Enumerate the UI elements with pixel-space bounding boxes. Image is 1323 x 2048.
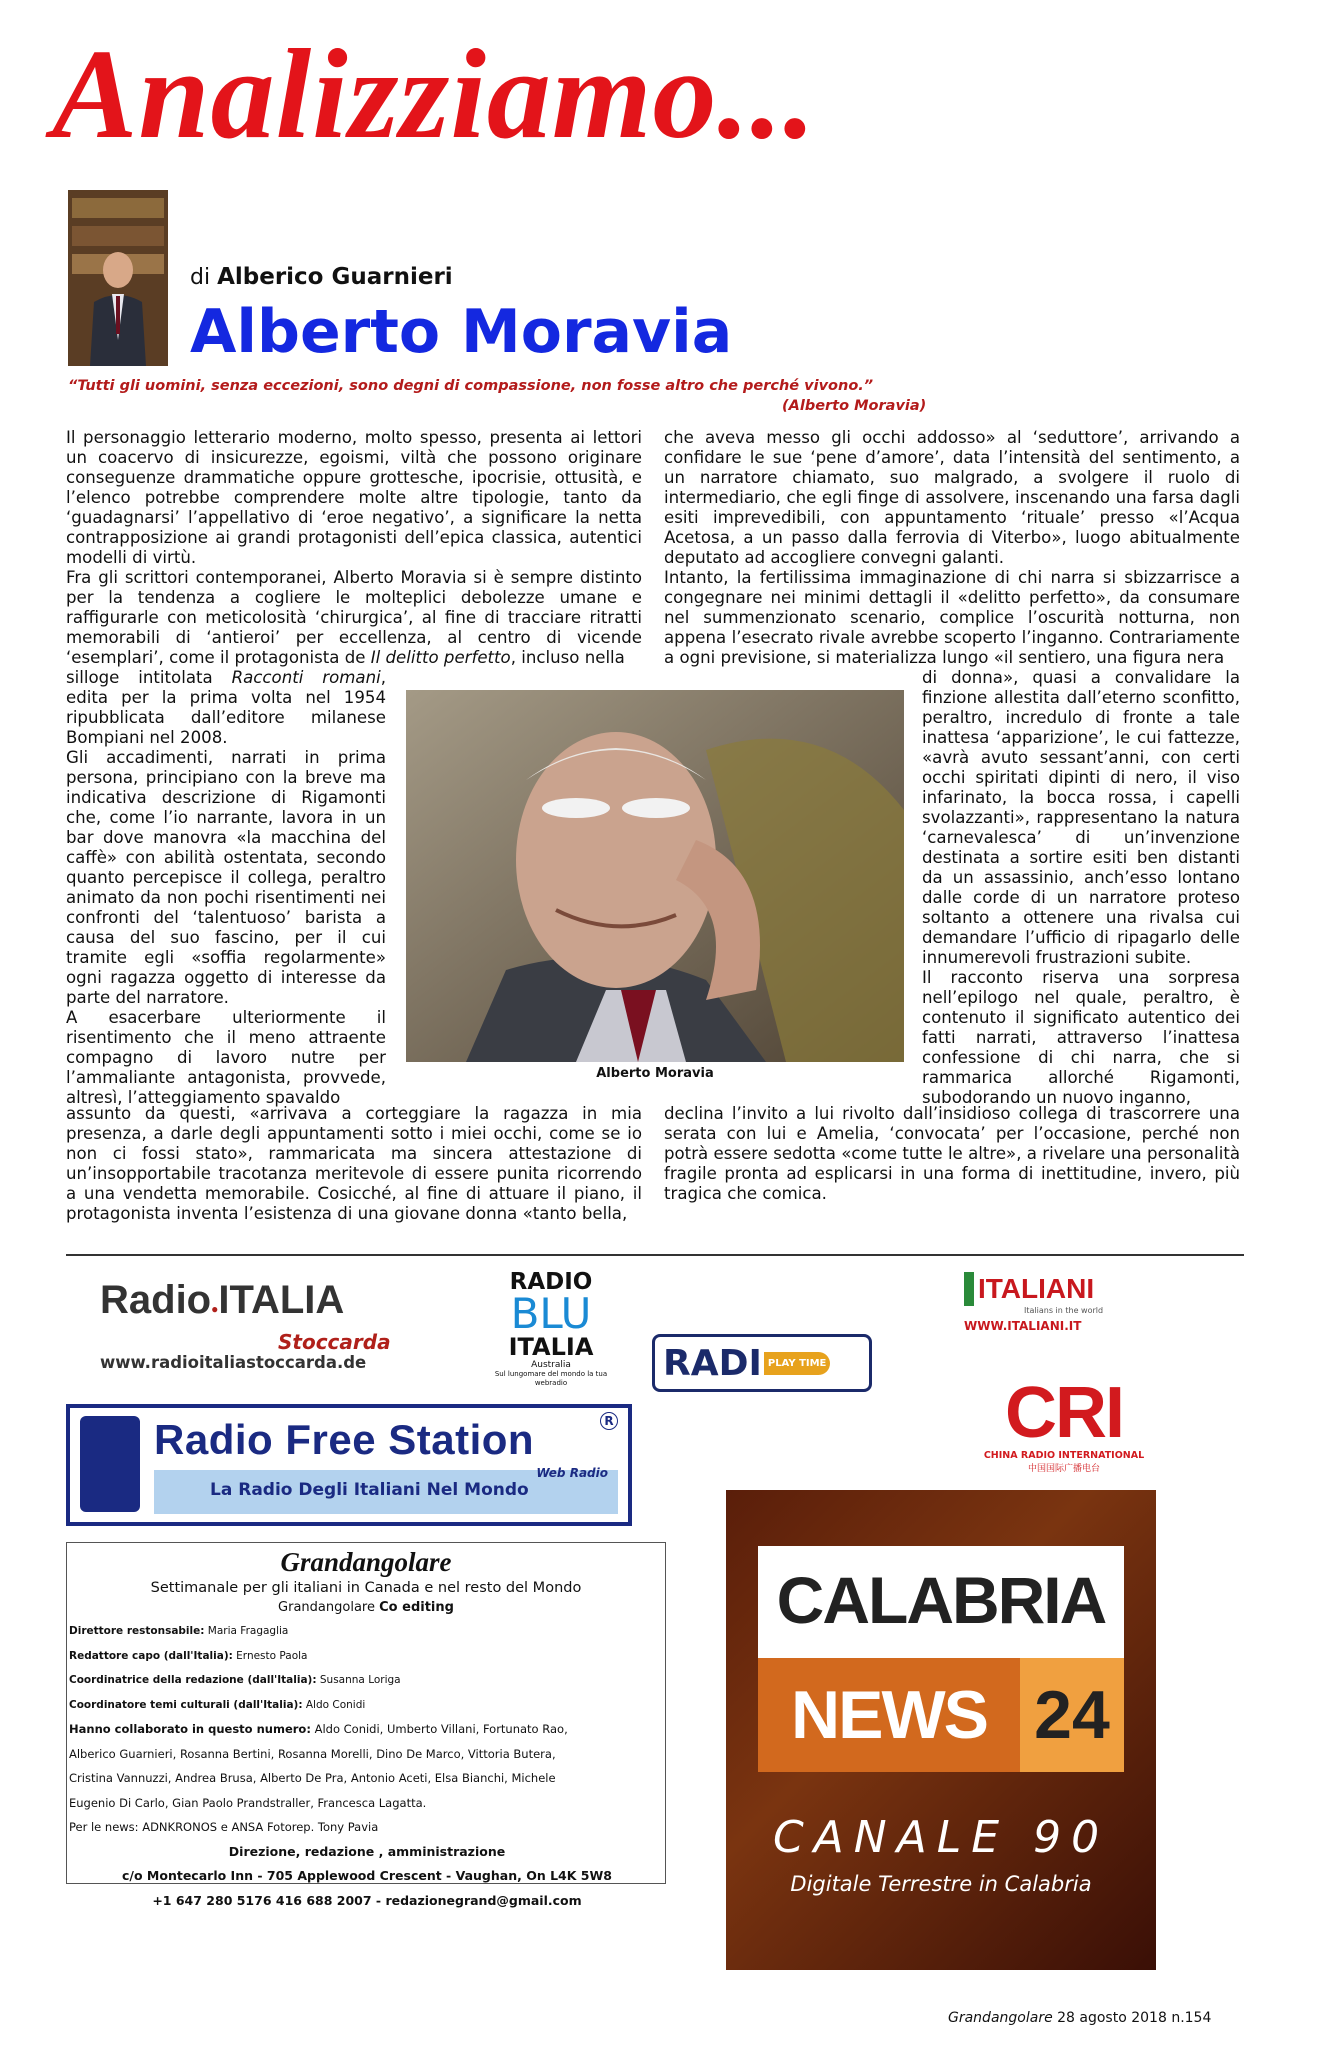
logo-text: CALABRIA xyxy=(776,1563,1106,1637)
logo-text: ITALIANI xyxy=(978,1273,1095,1304)
logo-text: CANALE 90 xyxy=(772,1812,1110,1863)
colophon-address: Direzione, redazione , amministrazione xyxy=(228,1843,506,1859)
logo-text: Radio xyxy=(100,1278,212,1322)
logo-text: Stoccarda xyxy=(278,1330,391,1354)
colophon-collab: Cristina Vannuzzi, Andrea Brusa, Alberto De Pra, Antonio Aceti, Elsa Bianchi, Michele xyxy=(69,1771,556,1785)
colophon-contact: +1 647 280 5176 416 688 2007 - redazionegrand@gmail.com xyxy=(152,1892,582,1908)
logo-text: ITALIA xyxy=(508,1333,594,1361)
column-1-top xyxy=(66,428,642,668)
logo-text: CRI xyxy=(1005,1373,1123,1453)
footer-date: 28 agosto 2018 n.154 xyxy=(1057,2010,1212,2026)
radio-blu-italia-logo[interactable] xyxy=(486,1270,616,1388)
logo-url: WWW.ITALIANI.IT xyxy=(964,1319,1082,1333)
paragraph: silloge intitolata Racconti romani, edita per la prima volta nel 1954 ripubblicata dall’editore milanese Bompiani nel 2008. xyxy=(66,668,386,747)
colophon-row: Direttore restonsabile: Maria Fragaglia xyxy=(69,1625,289,1637)
logo-text: NEWS xyxy=(791,1677,987,1753)
radio-italia-stoccarda-logo[interactable]: Radio●ITALIA Stoccarda www.radioitaliastoccarda.de xyxy=(100,1278,430,1378)
logo-text: CHINA RADIO INTERNATIONAL xyxy=(983,1450,1145,1461)
article-title: Alberto Moravia xyxy=(190,297,733,367)
paragraph: di donna», quasi a convalidare la finzione allestita dall’eterno sconfitto, peraltro, incredulo di fronte a tale inattesa ‘apparizione’, le cui fattezze, «avrà avuto sessant’anni, con certi occhi spiritati dipinti di nero, il viso infarinato, la bocca rossa, i capelli svolazzanti», rappresentano la natura ‘carnevalesca’ di un’invenzione destinata a sortire esiti ben distanti da un assassinio, anch’esso lontano dalle corde di un narratore proteso soltanto a ottenere una rivalsa cui demandare l’ufficio di ripagarlo delle innumerevoli frustrazioni subite. xyxy=(922,668,1240,967)
logo-text: Australia xyxy=(531,1360,571,1370)
paragraph: assunto da questi, «arrivava a corteggiare la ragazza in mia presenza, a darle degli appuntamenti sotto i miei occhi, come se io non ci fossi stato», rammaricata ma sincera attestazione di un’insopportabile tracotanza meritevole di essere punita ricorrendo a una vendetta memorabile. Cosicché, al fine di attuare il piano, il protagonista inventa l’esistenza di una giovane donna «tanto bella, xyxy=(66,1104,642,1223)
byline-prefix: di xyxy=(190,265,211,290)
colophon-coediting: Grandangolare Co editing xyxy=(278,1600,454,1615)
moravia-photo xyxy=(406,690,904,1062)
book-title: Racconti romani xyxy=(231,668,381,687)
paragraph: che aveva messo gli occhi addosso» al ‘seduttore’, arrivando a confidare le sue ‘pene d’amore’, data l’intensità del sentimento, a un narratore chiamato, suo malgrado, a svolgere il ruolo di intermediario, che egli finge di assolvere, inscenando una farsa dagli esiti imprevedibili, con appuntamento ‘rituale’ presso «l’Acqua Acetosa, a un passo dalla ferrovia di Viterbo», luogo abitualmente deputato ad accogliere convegni galanti. xyxy=(664,428,1240,567)
page-footer xyxy=(948,2010,1211,2026)
paragraph: Gli accadimenti, narrati in prima persona, principiano con la breve ma indicativa descrizione di Rigamonti che, come l’io narrante, lavora in un bar dove manovra «la macchina del caffè» con abilità ostentata, secondo quanto percepisce il collega, peraltro animato da non pochi risentimenti nei confronti del ‘talentuoso’ barista a causa del suo fascino, per il cui tramite egli «soffia regolarmente» ogni ragazza oggetto di interesse da parte del narratore. xyxy=(66,748,386,1007)
paragraph: Il personaggio letterario moderno, molto spesso, presenta ai lettori un coacervo di insicurezze, egoismi, viltà che possono originare conseguenze drammatiche oppure grottesche, ipocrisie, ottusità, e l’elenco potrebbe comprendere molte altre tipologie, tanto da ‘guadagnarsi’ l’appellativo di ‘eroe negativo’, a significare la netta contrapposizione ai grandi protagonisti dell’epica classica, autentici modelli di virtù. xyxy=(66,428,642,567)
byline xyxy=(190,264,453,290)
logo-text: RADIO xyxy=(509,1269,593,1295)
column-2-narrow xyxy=(922,668,1240,1108)
logo-text: RADI xyxy=(663,1342,762,1384)
colophon xyxy=(66,1542,666,1908)
byline-author: Alberico Guarnieri xyxy=(217,264,453,290)
logo-url: www.radioitaliastoccarda.de xyxy=(100,1353,367,1372)
italiani-it-logo[interactable] xyxy=(964,1272,1104,1348)
colophon-row: Coordinatore temi culturali (dall'Italia): Aldo Conidi xyxy=(69,1698,366,1711)
paragraph: Fra gli scrittori contemporanei, Alberto Moravia si è sempre distinto per la tendenza a cogliere le molteplici debolezze umane e raffigurarle con meticolosità ‘chirurgica’, al fine di tracciare ritratti memorabili di ‘antieroi’ per eccellenza, al centro di vicende ‘esemplari’, come il protagonista de Il delitto perfetto, incluso nella xyxy=(66,568,642,667)
radio-free-station-logo[interactable] xyxy=(66,1404,632,1526)
divider xyxy=(66,1254,1244,1256)
colophon-subtitle: Settimanale per gli italiani in Canada e nel resto del Mondo xyxy=(150,1580,582,1596)
logo-text: ITALIA xyxy=(218,1278,345,1322)
radio-play-time-logo[interactable] xyxy=(652,1334,872,1392)
column-1-narrow xyxy=(66,668,386,1108)
registered-mark: R xyxy=(600,1412,618,1430)
logo-text: BLU xyxy=(510,1289,592,1338)
logo-text: 24 xyxy=(1034,1677,1110,1753)
calabria-news-24-logo[interactable] xyxy=(726,1490,1156,1970)
column-2-bottom xyxy=(664,1104,1240,1204)
logo-text: PLAY TIME xyxy=(764,1352,831,1375)
photo-caption: Alberto Moravia xyxy=(596,1066,714,1081)
logo-text: Sul lungomare del mondo la tua webradio xyxy=(494,1370,608,1387)
colophon-collab: Alberico Guarnieri, Rosanna Bertini, Rosanna Morelli, Dino De Marco, Vittoria Butera, xyxy=(69,1746,556,1761)
column-2-top xyxy=(664,428,1240,668)
rfs-emblem xyxy=(80,1416,140,1512)
colophon-row: Coordinatrice della redazione (dall'Italia): Susanna Loriga xyxy=(69,1674,401,1686)
epigraph-author: (Alberto Moravia) xyxy=(782,398,927,414)
paragraph: A esacerbare ulteriormente il risentimento che il meno attraente compagno di lavoro nutre per l’ammaliante antagonista, provvede, altresì, l’atteggiamento spavaldo xyxy=(66,1008,386,1107)
paragraph: Intanto, la fertilissima immaginazione di chi narra si sbizzarrisce a congegnare nei minimi dettagli il «delitto perfetto», da consumare nel summenzionato scenario, complice l’oscurità notturna, non appena l’esecrato rivale avrebbe scoperto l’inganno. Contrariamente a ogni previsione, si materializza lungo «il sentiero, una figura nera xyxy=(664,568,1240,667)
book-title: Il delitto perfetto xyxy=(370,648,511,667)
footer-publication: Grandangolare xyxy=(948,2010,1053,2026)
colophon-news: Per le news: ADNKRONOS e ANSA Fotorep. Tony Pavia xyxy=(69,1820,379,1834)
paragraph: declina l’invito a lui rivolto dall’insidioso collega di trascorrere una serata con lui e Amelia, ‘convocata’ per l’occasione, perché non potrà essere sedotta «come tutte le altre», a rivelare una personalità fragile pronta ad esplicarsi in una forma di inettitudine, invero, più tragica che comica. xyxy=(664,1104,1240,1203)
epigraph: “Tutti gli uomini, senza eccezioni, sono degni di compassione, non fosse altro che perché vivono.” xyxy=(68,378,874,394)
author-photo xyxy=(68,190,168,366)
colophon-title: Grandangolare xyxy=(280,1547,452,1577)
colophon-address: c/o Montecarlo Inn - 705 Applewood Crescent - Vaughan, On L4K 5W8 xyxy=(122,1868,612,1883)
logo-text: La Radio Degli Italiani Nel Mondo xyxy=(210,1480,529,1500)
logo-text: Web Radio xyxy=(536,1466,608,1480)
paragraph: Il racconto riserva una sorpresa nell’epilogo nel quale, peraltro, è contenuto il significato autentico dei fatti narrati, attraverso l’inattesa confessione di chi narra, che si rammarica allorché Rigamonti, subodorando un nuovo inganno, xyxy=(922,968,1240,1107)
column-1-bottom xyxy=(66,1104,642,1224)
masthead: Analizziamo... xyxy=(52,23,817,165)
colophon-collab: Hanno collaborato in questo numero: Aldo Conidi, Umberto Villani, Fortunato Rao, xyxy=(69,1722,568,1736)
colophon-row: Redattore capo (dall'Italia): Ernesto Paola xyxy=(69,1649,308,1662)
logo-text: Italians in the world xyxy=(1024,1306,1104,1315)
logo-text: 中国国际广播电台 xyxy=(1027,1464,1100,1474)
logo-text: Radio Free Station xyxy=(154,1416,535,1463)
logo-text: Digitale Terrestre in Calabria xyxy=(790,1872,1092,1896)
colophon-collab: Eugenio Di Carlo, Gian Paolo Prandstraller, Francesca Lagatta. xyxy=(69,1795,427,1810)
cri-logo[interactable] xyxy=(964,1373,1164,1478)
